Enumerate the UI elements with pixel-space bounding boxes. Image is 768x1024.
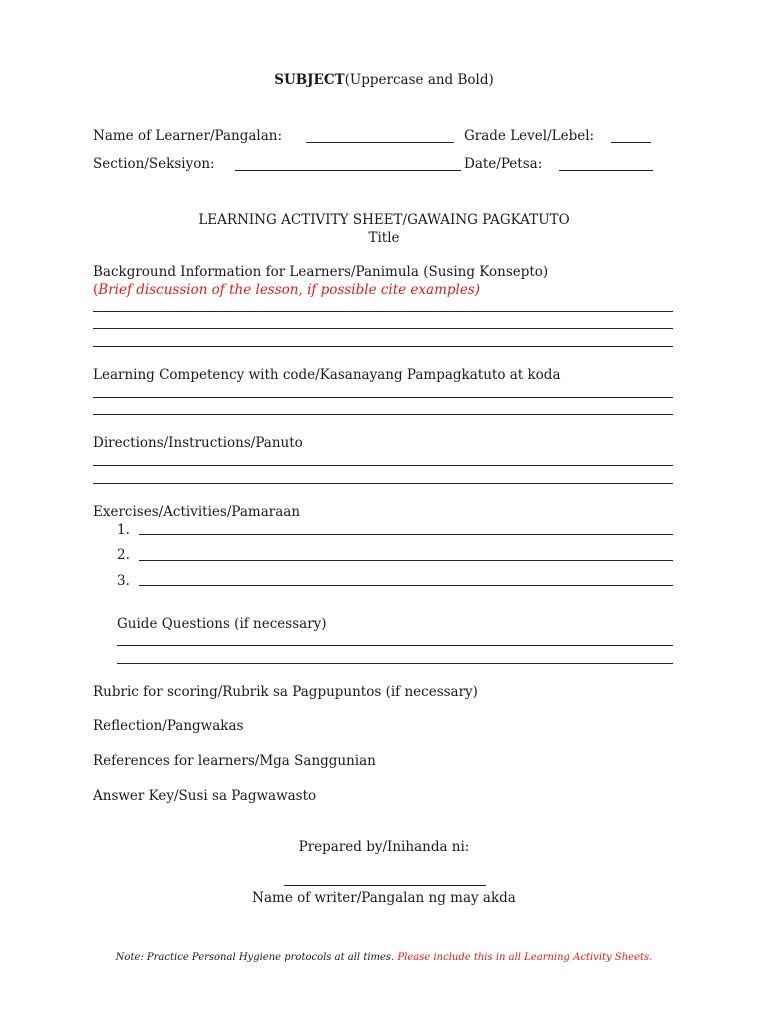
background-line-2[interactable] [93, 328, 673, 329]
exercise-line-2[interactable] [139, 560, 673, 561]
references-label: References for learners/Mga Sanggunian [93, 753, 376, 769]
directions-line-2[interactable] [93, 483, 673, 484]
exercise-item-number: 3. [117, 573, 130, 589]
learner-name-blank[interactable] [306, 142, 454, 143]
subject-heading-note: (Uppercase and Bold) [344, 72, 494, 88]
background-line-1[interactable] [93, 311, 673, 312]
sheet-title: Title [368, 230, 400, 246]
subject-heading [0, 71, 768, 89]
exercise-item-number: 1. [117, 522, 130, 538]
background-line-3[interactable] [93, 346, 673, 347]
section-label: Section/Seksiyon: [93, 156, 215, 172]
exercise-line-1[interactable] [139, 534, 673, 535]
exercises-label: Exercises/Activities/Pamaraan [93, 504, 301, 520]
directions-label: Directions/Instructions/Panuto [93, 435, 303, 451]
reflection-label: Reflection/Pangwakas [93, 718, 244, 734]
writer-name-label: Name of writer/Pangalan ng may akda [252, 890, 516, 906]
footer-note [0, 952, 768, 963]
background-label: Background Information for Learners/Panimula (Susing Konsepto) [93, 264, 549, 280]
competency-line-1[interactable] [93, 397, 673, 398]
exercise-line-3[interactable] [139, 585, 673, 586]
rubric-label: Rubric for scoring/Rubrik sa Pagpupuntos (if necessary) [93, 684, 478, 700]
competency-label: Learning Competency with code/Kasanayang Pampagkatuto at koda [93, 367, 561, 383]
subject-heading-bold: SUBJECT [274, 72, 345, 88]
date-label: Date/Petsa: [464, 156, 543, 172]
guide-questions-line-1[interactable] [117, 645, 673, 646]
prepared-by-label: Prepared by/Inihanda ni: [298, 839, 470, 855]
background-note-paren: ( [93, 282, 99, 298]
grade-level-label: Grade Level/Lebel: [464, 128, 595, 144]
background-note [93, 281, 480, 299]
answer-key-label: Answer Key/Susi sa Pagwawasto [93, 788, 317, 804]
footer-note-red: Please include this in all Learning Activity Sheets. [397, 952, 653, 963]
footer-note-black: Note: Practice Personal Hygiene protocols at all times. [115, 952, 395, 963]
writer-signature-line[interactable] [284, 885, 486, 886]
exercise-item-number: 2. [117, 547, 130, 563]
background-note-text: Brief discussion of the lesson, if possible cite examples) [98, 282, 481, 298]
sheet-heading: LEARNING ACTIVITY SHEET/GAWAING PAGKATUTO [198, 212, 570, 228]
date-blank[interactable] [559, 170, 653, 171]
directions-line-1[interactable] [93, 465, 673, 466]
competency-line-2[interactable] [93, 414, 673, 415]
learner-name-label: Name of Learner/Pangalan: [93, 128, 283, 144]
section-blank[interactable] [235, 170, 461, 171]
guide-questions-line-2[interactable] [117, 663, 673, 664]
grade-level-blank[interactable] [611, 142, 651, 143]
guide-questions-label: Guide Questions (if necessary) [117, 616, 327, 632]
